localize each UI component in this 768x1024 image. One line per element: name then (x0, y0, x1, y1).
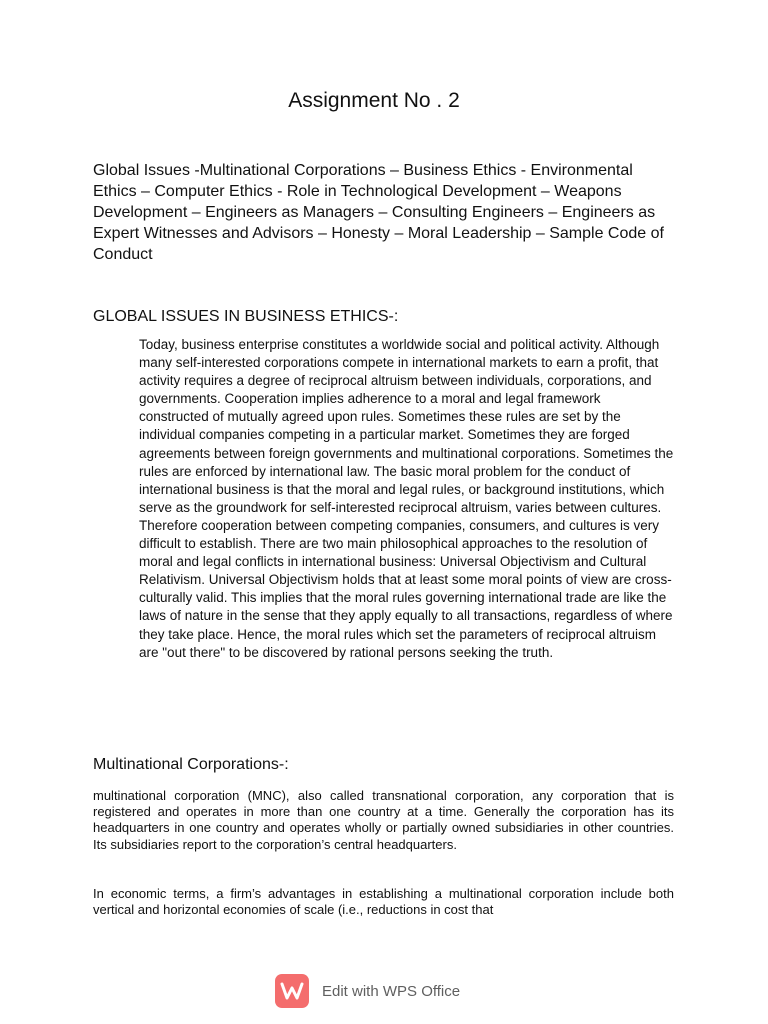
wps-edit-button[interactable] (275, 974, 460, 1008)
multinational-paragraph-2: In economic terms, a firm’s advantages in establishing a multinational corporation include both vertical and horizontal economies of scale (i.e., reductions in cost that (93, 886, 674, 918)
multinational-paragraph-1: multinational corporation (MNC), also called transnational corporation, any corporation that is registered and operates in more than one country at a time. Generally the corporation has its headquarters in one country and operates wholly or partially owned subsidiaries in other countries. Its subsidiaries report to the corporation’s central headquarters. (93, 788, 674, 852)
section-heading-global-issues: GLOBAL ISSUES IN BUSINESS ETHICS-: (93, 308, 399, 325)
wps-w-glyph (280, 981, 304, 1001)
section-heading-multinational: Multinational Corporations-: (93, 756, 289, 773)
global-issues-paragraph: Today, business enterprise constitutes a worldwide social and political activity. Although many self-interested corporations compete in international markets to earn a profit, that activity requires a degree of reciprocal altruism between individuals, corporations, and governments. Cooperation implies adherence to a moral and legal framework constructed of mutually agreed upon rules. Sometimes these rules are set by the individual companies competing in a particular market. Sometimes they are forged agreements between foreign governments and multinational corporations. Sometimes the rules are enforced by international law. The basic moral problem for the conduct of international business is that the moral and legal rules, or background institutions, which serve as the groundwork for self-interested reciprocal altruism, varies between cultures. Therefore cooperation between competing companies, consumers, and cultures is very difficult to establish. There are two main philosophical approaches to the resolution of moral and legal conflicts in international business: Universal Objectivism and Cultural Relativism. Universal Objectivism holds that at least some moral points of view are cross-culturally valid. This implies that the moral rules governing international trade are like the laws of nature in the sense that they apply equally to all transactions, regardless of where they take place. Hence, the moral rules which set the parameters of reciprocal altruism are "out there" to be discovered by rational persons seeking the truth. (139, 337, 674, 660)
page-title: Assignment No . 2 (288, 89, 460, 112)
wps-edit-label: Edit with WPS Office (322, 982, 461, 1000)
topics-paragraph: Global Issues -Multinational Corporations – Business Ethics - Environmental Ethics – Computer Ethics - Role in Technological Development – Weapons Development – Engineers as Managers – Consulting Engineers – Engineers as Expert Witnesses and Advisors – Honesty – Moral Leadership – Sample Code of Conduct (93, 162, 664, 263)
wps-office-icon (275, 974, 309, 1008)
